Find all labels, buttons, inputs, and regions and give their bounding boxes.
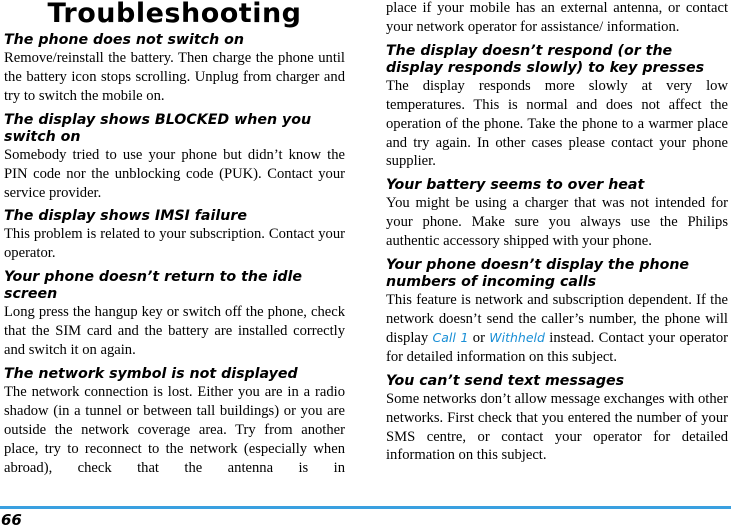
term-withheld: Withheld — [489, 329, 545, 345]
body-caller-numbers-part2: instead. Contact your operator for detailed information on this subject. — [386, 329, 728, 365]
heading-text-messages: You can’t send text messages — [386, 372, 625, 389]
heading-imsi-failure: The display shows IMSI failure — [4, 208, 247, 225]
page-title: Troubleshooting — [47, 0, 302, 29]
heading-display-not-respond: The display doesn’t respond (or the display responds slowly) to key presses — [386, 42, 705, 76]
heading-idle-screen: Your phone doesn’t return to the idle screen — [4, 269, 303, 303]
right-column — [386, 0, 728, 471]
left-column — [4, 0, 345, 484]
body-network-symbol: The network connection is lost. Either you are in a radio shadow (in a tunnel or between tall buildings) or you are outside the network coverage area. Try from another place, try to reconnect to the network (especially when abroad), check that the antenna is in — [4, 383, 345, 476]
body-caller-numbers-part1: This feature is network and subscription dependent. If the network doesn’t send the caller’s number, the phone will display — [386, 292, 728, 346]
heading-network-symbol: The network symbol is not displayed — [4, 365, 298, 382]
term-call-1: Call 1 — [432, 329, 469, 345]
body-network-symbol-continued: place if your mobile has an external antenna, or contact your network operator for assistance/ information. — [386, 0, 728, 35]
body-text-messages: Some networks don’t allow message exchanges with other networks. First check that you entered the number of your SMS centre, or contact your operator for detailed information on this subject. — [386, 390, 728, 464]
body-idle-screen: Long press the hangup key or switch off the phone, check that the SIM card and the battery are installed correctly and switch it on again. — [4, 304, 345, 359]
heading-caller-numbers: Your phone doesn’t display the phone numbers of incoming calls — [386, 257, 690, 291]
heading-battery-overheat: Your battery seems to over heat — [386, 177, 645, 194]
body-blocked: Somebody tried to use your phone but didn’t know the PIN code nor the unblocking code (PUK). Contact your service provider. — [4, 146, 345, 201]
body-imsi-failure: This problem is related to your subscription. Contact your operator. — [4, 226, 345, 262]
page-number: 66 — [1, 511, 22, 529]
body-phone-not-switch-on: Remove/reinstall the battery. Then charge the phone until the battery icon stops scrolling. Unplug from charger and try to switch the mobile on. — [4, 50, 345, 104]
footer-rule — [0, 506, 731, 509]
heading-blocked: The display shows BLOCKED when you switch on — [4, 111, 312, 145]
heading-phone-not-switch-on: The phone does not switch on — [4, 32, 244, 48]
body-battery-overheat: You might be using a charger that was not intended for your phone. Make sure you always use the Philips authentic accessory shipped with your phone. — [386, 195, 728, 250]
body-display-not-respond: The display responds more slowly at very low temperatures. This is normal and does not affect the operation of the phone. Take the phone to a warmer place and try again. In other cases please contact your phone supplier. — [386, 77, 728, 170]
body-caller-numbers — [386, 291, 728, 367]
connector-or: or — [472, 329, 485, 346]
